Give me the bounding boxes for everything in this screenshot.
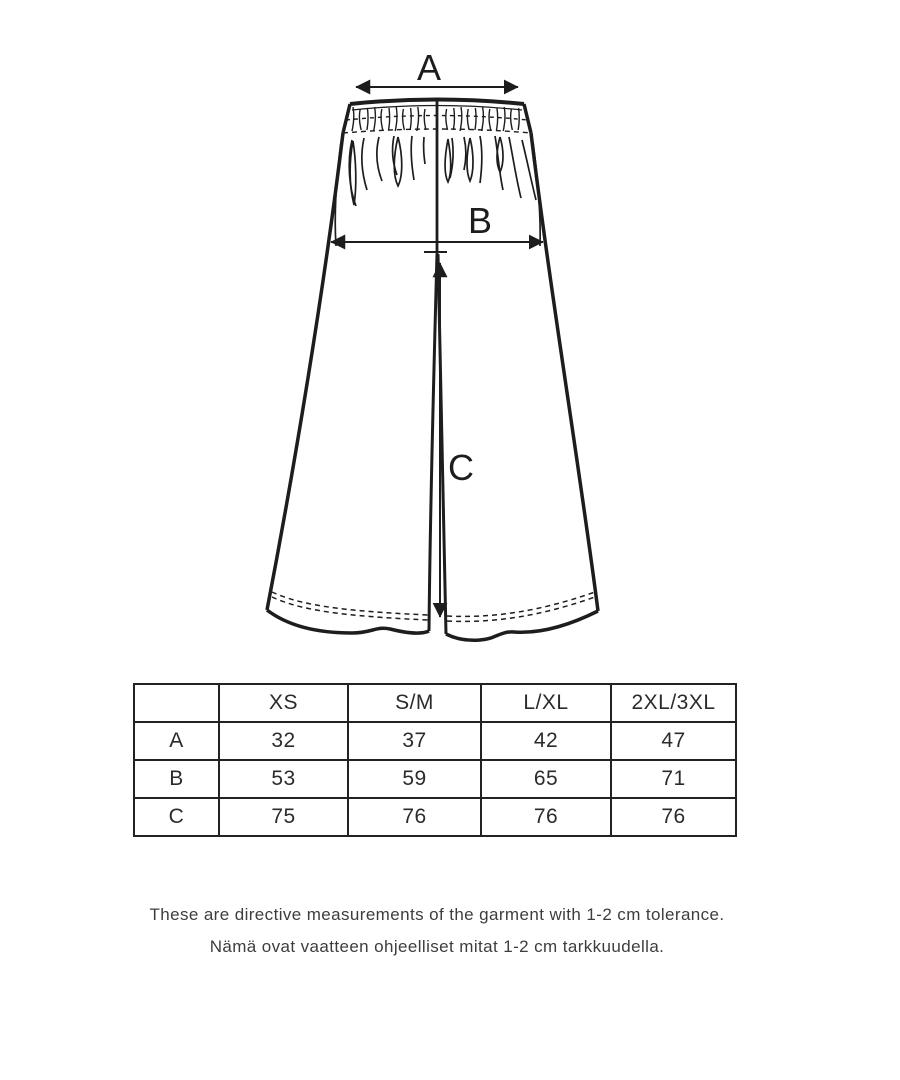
measurement-label-a: A (416, 47, 442, 88)
size-value-cell: 42 (481, 722, 611, 760)
size-value-cell: 59 (348, 760, 481, 798)
table-row-a (134, 722, 736, 760)
measurement-label-b: B (467, 200, 493, 241)
size-value-cell: 71 (611, 760, 736, 798)
size-column-header-sm: S/M (348, 684, 481, 722)
tolerance-note (0, 905, 874, 969)
size-value-cell: 37 (348, 722, 481, 760)
size-value-cell: 76 (611, 798, 736, 836)
size-value-cell: 65 (481, 760, 611, 798)
size-column-header-xs: XS (219, 684, 348, 722)
size-column-header-lxl: L/XL (481, 684, 611, 722)
tolerance-note-en: These are directive measurements of the garment with 1-2 cm tolerance. (149, 905, 725, 924)
size-table-corner-cell (134, 684, 219, 722)
measurement-label-c: C (448, 447, 474, 488)
tolerance-note-fi: Nämä ovat vaatteen ohjeelliset mitat 1-2 cm tarkkuudella. (209, 937, 665, 956)
size-value-cell: 75 (219, 798, 348, 836)
size-value-cell: 32 (219, 722, 348, 760)
size-value-cell: 76 (481, 798, 611, 836)
measurement-row-label: B (134, 760, 219, 798)
measurement-row-label: C (134, 798, 219, 836)
table-row-c (134, 798, 736, 836)
hem-stitching (272, 592, 595, 621)
size-value-cell: 53 (219, 760, 348, 798)
size-table (133, 683, 737, 837)
size-table-header-row (134, 684, 736, 722)
pant-legs-outline (267, 99, 598, 640)
measurement-row-label: A (134, 722, 219, 760)
size-value-cell: 76 (348, 798, 481, 836)
size-column-header-2xl3xl: 2XL/3XL (611, 684, 736, 722)
size-value-cell: 47 (611, 722, 736, 760)
table-row-b (134, 760, 736, 798)
